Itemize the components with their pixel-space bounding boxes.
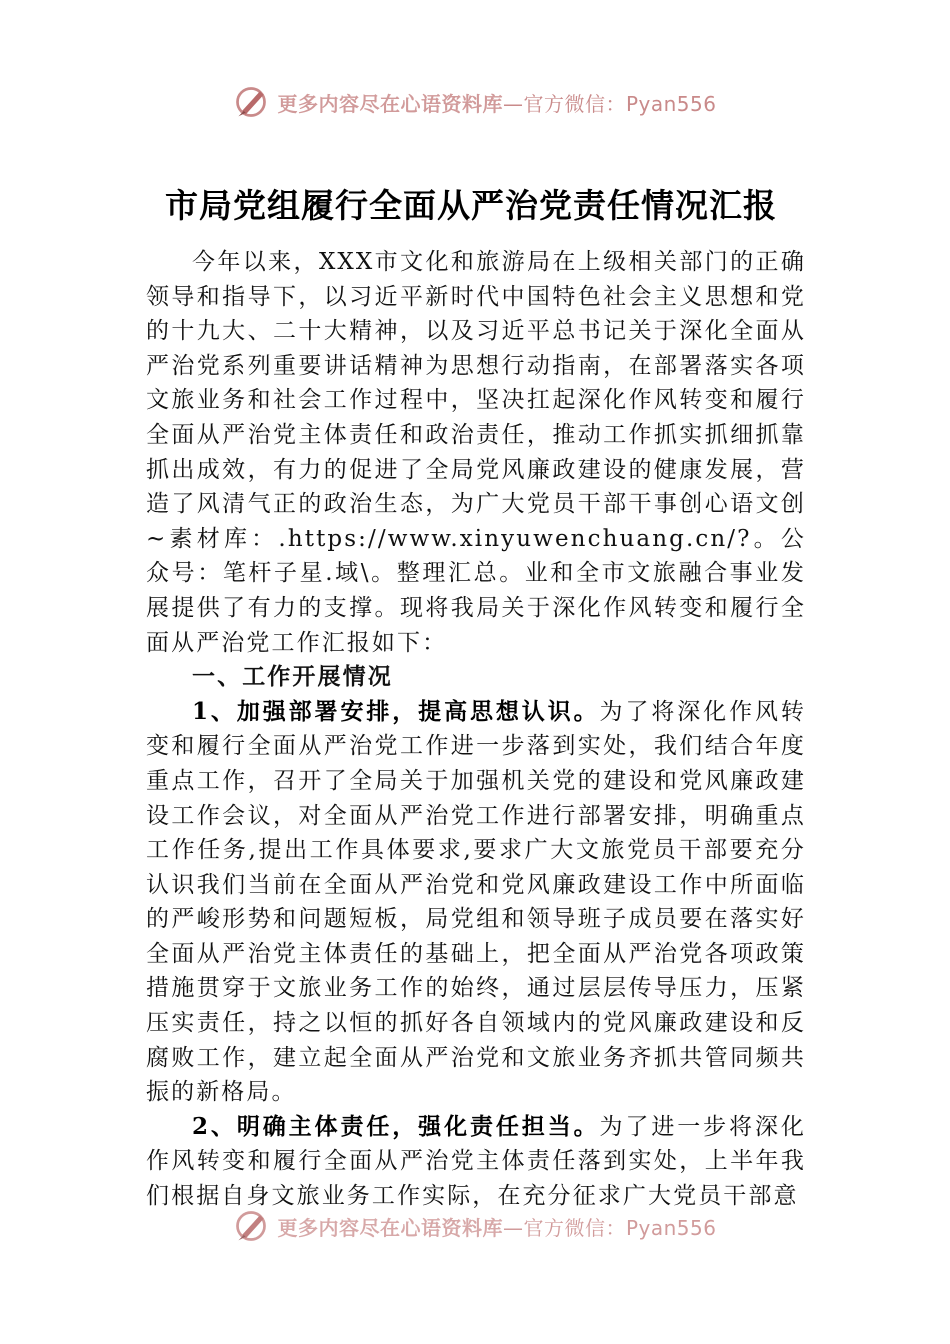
item-1-paragraph	[146, 695, 806, 1110]
watermark-main-text: 更多内容尽在心语资料库	[277, 91, 503, 116]
item-2-body: 为了进一步将深化作风转变和履行全面从严治党主体责任落到实处，上半年我们根据自身文旅业务工作实际，在充分征求广大党员干部意	[146, 1113, 806, 1210]
item-1-lead: 1、加强部署安排，提高思想认识。	[192, 697, 600, 725]
brush-logo-icon	[233, 84, 269, 120]
intro-paragraph: 今年以来，XXX市文化和旅游局在上级相关部门的正确领导和指导下，以习近平新时代中国特色社会主义思想和党的十九大、二十大精神，以及习近平总书记关于深化全面从严治党系列重要讲话精神为思想行动指南，在部署落实各项文旅业务和社会工作过程中，坚决扛起深化作风转变和履行全面从严治党主体责任和政治责任，推动工作抓实抓细抓靠抓出成效，有力的促进了全局党风廉政建设的健康发展，营造了风清气正的政治生态，为广大党员干部干事创心语文创~素材库：.https://www.xinyuwenchuang.cn/?。公众号：笔杆子星.域\。整理汇总。业和全市文旅融合事业发展提供了有力的支撑。现将我局关于深化作风转变和履行全面从严治党工作汇报如下：	[146, 249, 806, 656]
item-2-paragraph	[146, 1110, 806, 1214]
document-title: 市局党组履行全面从严治党责任情况汇报	[165, 186, 777, 225]
document-body	[146, 180, 806, 1214]
item-1-body: 为了将深化作风转变和履行全面从严治党工作进一步落到实处，我们结合年度重点工作，召开了全局关于加强机关党的建设和党风廉政建设工作会议，对全面从严治党工作进行部署安排，明确重点工作任务,提出工作具体要求,要求广大文旅党员干部要充分认识我们当前在全面从严治党和党风廉政建设工作中所面临的严峻形势和问题短板，局党组和领导班子成员要在落实好全面从严治党主体责任的基础上，把全面从严治党各项政策措施贯穿于文旅业务工作的始终，通过层层传导压力，压紧压实责任，持之以恒的抓好各自领域内的党风廉政建设和反腐败工作，建立起全面从严治党和文旅业务齐抓共管同频共振的新格局。	[146, 698, 806, 1106]
brush-logo-icon	[233, 1208, 269, 1244]
watermark-footer	[0, 1208, 950, 1244]
section-heading: 一、工作开展情况	[192, 663, 393, 691]
watermark-sub-text: —官方微信：Pyan556	[502, 91, 717, 116]
item-2-lead: 2、明确主体责任，强化责任担当。	[192, 1112, 600, 1140]
watermark-header	[0, 84, 950, 120]
watermark-main-text: 更多内容尽在心语资料库	[277, 1215, 503, 1240]
watermark-sub-text: —官方微信：Pyan556	[502, 1215, 717, 1240]
